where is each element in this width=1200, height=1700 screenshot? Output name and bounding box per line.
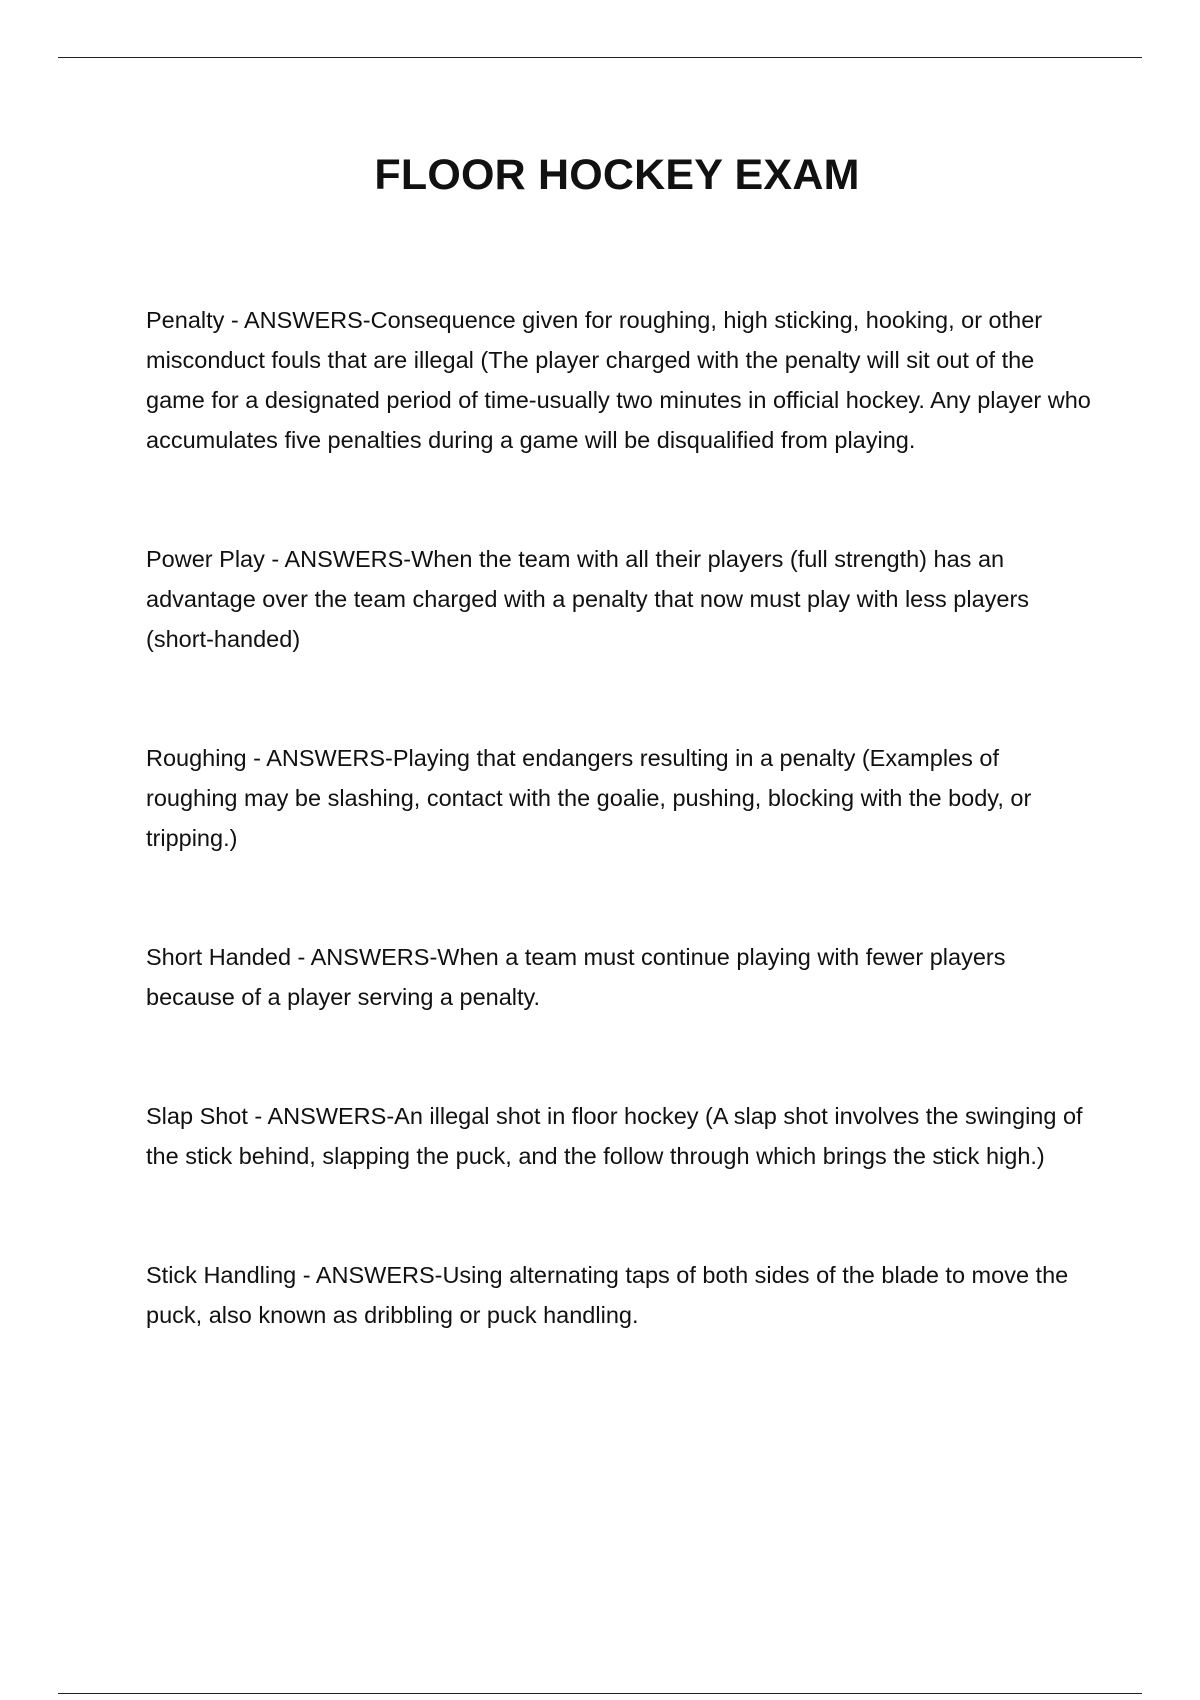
entry-answer: ANSWERS-Playing that endangers resulting in a penalty (Examples of roughing may be slashing, contact with the goalie, pushing, blocking with the body, or tripping.) <box>146 745 1032 851</box>
entry-answer: ANSWERS-An illegal shot in floor hockey (A slap shot involves the swinging of the stick behind, slapping the puck, and the follow through which brings the stick high.) <box>146 1103 1083 1169</box>
entry-term: Stick Handling <box>146 1262 297 1288</box>
entry-penalty <box>146 300 1096 460</box>
entry-term: Penalty <box>146 307 225 333</box>
entry-power-play <box>146 539 1096 659</box>
entry-answer: ANSWERS-Consequence given for roughing, high sticking, hooking, or other misconduct fouls that are illegal (The player charged with the penalty will sit out of the game for a designated period of time-usually two minutes in official hockey. Any player who accumulates five penalties during a game will be disqualified from playing. <box>146 307 1091 453</box>
entry-answer: ANSWERS-When the team with all their players (full strength) has an advantage over the team charged with a penalty that now must play with less players (short-handed) <box>146 546 1030 652</box>
entry-term: Roughing <box>146 745 247 771</box>
entry-roughing <box>146 738 1096 858</box>
entry-term: Short Handed <box>146 944 292 970</box>
entry-separator: - <box>246 745 267 771</box>
entry-short-handed <box>146 937 1096 1017</box>
entry-slap-shot <box>146 1096 1096 1176</box>
entry-term: Power Play <box>146 546 265 572</box>
entry-answer: ANSWERS-Using alternating taps of both sides of the blade to move the puck, also known as dribbling or puck handling. <box>146 1262 1069 1328</box>
entry-separator: - <box>296 1262 316 1288</box>
entry-term: Slap Shot <box>146 1103 248 1129</box>
entry-stick-handling <box>146 1255 1096 1335</box>
entry-separator: - <box>291 944 311 970</box>
entry-separator: - <box>224 307 244 333</box>
page-title: FLOOR HOCKEY EXAM <box>374 151 860 199</box>
entry-answer: ANSWERS-When a team must continue playing with fewer players because of a player serving a penalty. <box>146 944 1006 1010</box>
entry-list <box>146 300 1096 1335</box>
bottom-divider <box>58 1693 1142 1694</box>
top-divider <box>58 57 1142 58</box>
entry-separator: - <box>247 1103 268 1129</box>
entry-separator: - <box>264 546 285 572</box>
